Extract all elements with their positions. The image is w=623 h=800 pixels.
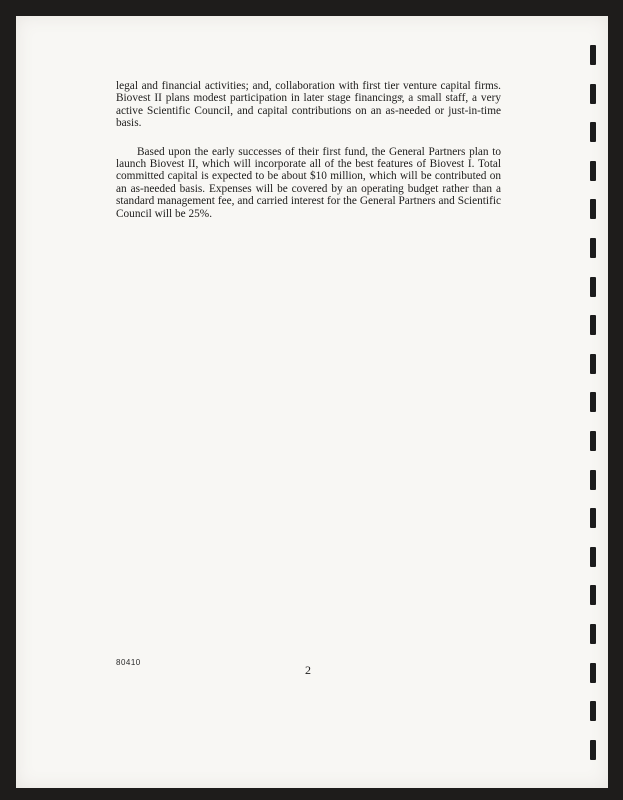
binding-hole <box>590 122 596 142</box>
binding-hole <box>590 431 596 451</box>
binding-hole <box>590 238 596 258</box>
page-number: 2 <box>305 663 311 677</box>
binding-hole <box>590 392 596 412</box>
document-code: 80410 <box>116 658 141 667</box>
binding-hole <box>590 315 596 335</box>
binding-hole <box>590 199 596 219</box>
binding-hole <box>590 701 596 721</box>
binding-hole <box>590 585 596 605</box>
paragraph-1: legal and financial activities; and, collaboration with first tier venture capital firms. Biovest II plans modest participation in later stage financings, a small staff, a very active Scientific Council, and capital contributions on an as-needed or just-in-time basis. <box>116 80 501 130</box>
binding-hole <box>590 547 596 567</box>
binding-hole <box>590 45 596 65</box>
binding-hole <box>590 470 596 490</box>
body-text <box>116 80 501 236</box>
binding-hole <box>590 354 596 374</box>
binding-hole <box>590 740 596 760</box>
binding-hole <box>590 277 596 297</box>
binding-hole <box>590 161 596 181</box>
paragraph-2: Based upon the early successes of their first fund, the General Partners plan to launch Biovest II, which will incorporate all of the best features of Biovest I. Total committed capital is expected to be about $10 million, which will be contributed on an as-needed basis. Expenses will be covered by an operating budget rather than a standard management fee, and carried interest for the General Partners and Scientific Council will be 25%. <box>116 145 501 220</box>
binding-hole <box>590 84 596 104</box>
binding-hole <box>590 508 596 528</box>
binding-hole <box>590 624 596 644</box>
